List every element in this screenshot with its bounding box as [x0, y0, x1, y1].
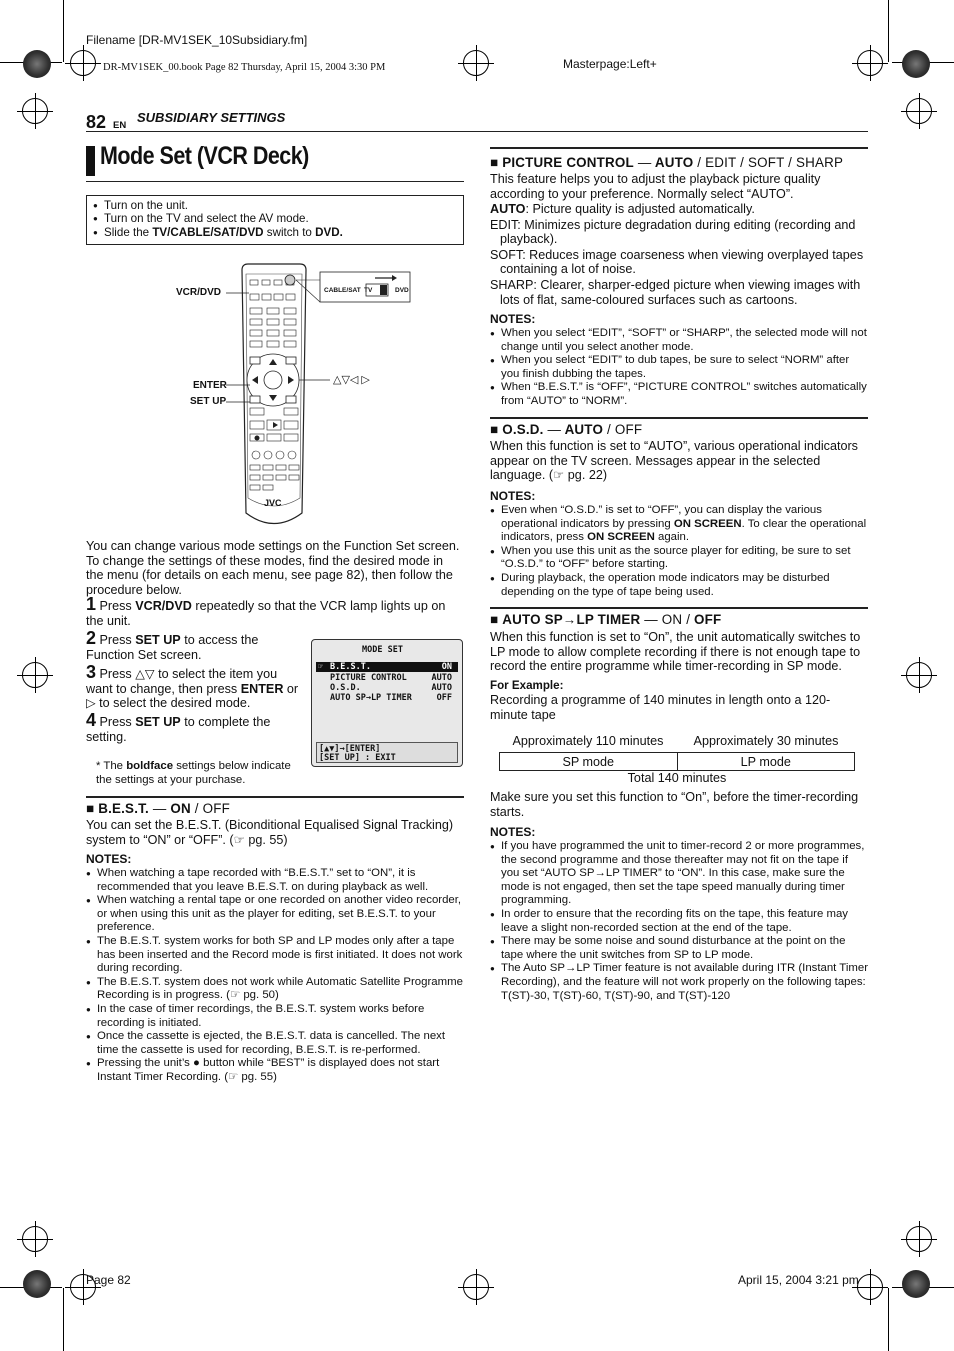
example-title: For Example:: [490, 679, 564, 692]
registration-target: [70, 50, 96, 76]
option-label: EDIT: [490, 217, 518, 232]
screen-row-item: B.E.S.T.: [330, 662, 371, 672]
auto-sp-lp-description: When this function is set to “On”, the unit automatically switches to LP mode to allow complete recording if there is not enough tape to record the entire programme while timer-recording in SP mode.: [490, 630, 861, 674]
option-soft: [490, 248, 868, 277]
option-desc: : Clearer, sharper-edged picture when viewing images with lots of flat, same-coloured surfaces such as cartoons.: [500, 277, 861, 307]
note-item: ● When you select “EDIT”, “SOFT” or “SHARP”, the selected mode will not change until you select another mode.: [490, 327, 868, 354]
step-2: [86, 628, 296, 662]
masterpage-label: Masterpage:Left+: [563, 57, 657, 71]
screen-footer-line: [▲▼]→[ENTER]: [319, 744, 381, 754]
screen-row-item: O.S.D.: [330, 683, 361, 693]
note-item: ● Pressing the unit’s ● button while “BEST” is displayed does not start Instant Timer Recording. (☞ pg. 55): [86, 1057, 464, 1084]
after-example-text: Make sure you set this function to “On”, before the timer-recording starts.: [490, 790, 859, 819]
registration-ball: [902, 1270, 930, 1298]
prep-box: [86, 195, 464, 245]
header-rule: [86, 131, 868, 132]
option-auto: [490, 202, 868, 217]
osd-notes-title: NOTES:: [490, 489, 536, 503]
picture-control-default-option: AUTO: [654, 155, 694, 170]
registration-target: [906, 98, 932, 124]
example-col-label: Approximately 110 minutes: [512, 734, 664, 748]
option-desc: : Reduces image coarseness when viewing overplayed tapes containing a lot of noise.: [500, 247, 864, 277]
registration-target: [22, 98, 48, 124]
example-col-label: Approximately 30 minutes: [693, 734, 839, 748]
crop-mark: [888, 1288, 889, 1351]
section-rule: [490, 417, 868, 419]
option-label: AUTO: [490, 202, 526, 216]
osd-other-option: / OFF: [606, 422, 643, 437]
auto-sp-lp-default-option: OFF: [694, 612, 722, 627]
screen-footer: [316, 742, 458, 763]
picture-control-description: This feature helps you to adjust the playback picture quality according to your preference. Normally select “AUTO”.: [490, 172, 821, 201]
screen-row-value: AUTO: [431, 683, 452, 693]
best-notes-list: [86, 867, 464, 1085]
option-desc: : Minimizes picture degradation during editing (recording and playback).: [500, 217, 856, 247]
option-label: SHARP: [490, 277, 534, 292]
step-1: [86, 594, 464, 628]
osd-notes-list: [490, 504, 868, 599]
filename-label: Filename [DR-MV1SEK_10Subsidiary.fm]: [86, 33, 308, 47]
screen-row-value: OFF: [436, 693, 452, 703]
registration-target: [463, 1274, 489, 1300]
note-item: ● If you have programmed the unit to timer-record 2 or more programmes, the second programme and those thereafter may not fit on the tape if you set “AUTO SP→LP TIMER” to “ON”. In this case, make sure the mode is not engaged, then set the tape speed manually during timer programming.: [490, 840, 868, 908]
crop-mark: [888, 0, 889, 62]
picture-control-heading: [490, 155, 843, 170]
book-info: DR-MV1SEK_00.book Page 82 Thursday, April 15, 2004 3:30 PM: [103, 62, 386, 73]
mode-set-screen: [311, 639, 463, 767]
note-item: ● Once the cassette is ejected, the B.E.S.T. data is cancelled. The next time the cassette is used for recording, B.E.S.T. is re-performed.: [86, 1030, 464, 1057]
page-lang: EN: [113, 120, 127, 131]
auto-sp-lp-notes-title: NOTES:: [490, 825, 536, 839]
prep-item: ● Turn on the unit.: [93, 199, 457, 212]
registration-ball: [902, 50, 930, 78]
picture-control-heading-name: PICTURE CONTROL: [502, 155, 634, 170]
option-sharp: [490, 278, 868, 307]
registration-target: [906, 662, 932, 688]
note-item: ● When watching a tape recorded with “B.E.S.T.” set to “ON”, it is recommended that you leave B.E.S.T. on during playback as well.: [86, 867, 464, 894]
footer-page: Page 82: [86, 1273, 131, 1287]
registration-target: [906, 1226, 932, 1252]
step-text: Press VCR/DVD repeatedly so that the VCR lamp lights up on the unit.: [86, 599, 446, 628]
picture-control-options: [490, 202, 868, 307]
picture-control-notes-title: NOTES:: [490, 312, 536, 326]
note-item: ● In the case of timer recordings, the B.E.S.T. system works before recording is initiated.: [86, 1003, 464, 1030]
step-number: 2: [86, 628, 97, 648]
registration-target: [463, 50, 489, 76]
switch-label-cable-sat: CABLE/SAT: [324, 287, 361, 294]
auto-sp-lp-other-option: ON /: [661, 612, 691, 627]
square-bullet-icon: ■: [86, 801, 95, 816]
heading-dash: —: [644, 612, 658, 627]
switch-label-dvd: DVD: [395, 287, 409, 294]
best-heading: [86, 801, 230, 816]
boldface-note: * The boldface settings below indicate the settings at your purchase.: [96, 760, 291, 786]
registration-target: [22, 662, 48, 688]
note-item: ● There may be some noise and sound disturbance at the point on the tape where the unit switches from SP to LP mode.: [490, 935, 868, 962]
title-bar: [86, 146, 95, 176]
registration-target: [857, 1274, 883, 1300]
lp-mode-cell: LP mode: [677, 753, 855, 771]
registration-target: [857, 50, 883, 76]
step-text: Press SET UP to complete the setting.: [86, 715, 271, 744]
screen-row-item: AUTO SP→LP TIMER: [330, 693, 412, 703]
screen-row-value: AUTO: [431, 673, 452, 683]
registration-target: [22, 1226, 48, 1252]
page-title: Mode Set (VCR Deck): [100, 142, 309, 170]
step-number: 3: [86, 662, 97, 682]
remote-label-setup: SET UP: [190, 396, 227, 407]
note-item: ● When watching a rental tape or one recorded on another video recorder, or when using this unit as the player for editing, set B.E.S.T. to your preference.: [86, 894, 464, 935]
picture-control-notes-list: [490, 327, 868, 409]
osd-heading-name: O.S.D.: [502, 422, 544, 437]
step-number: 4: [86, 710, 97, 730]
registration-ball: [23, 50, 51, 78]
note-item: ● During playback, the operation mode indicators may be disturbed depending on the type of tape being used.: [490, 572, 868, 599]
section-rule: [490, 147, 868, 149]
note-item: ● The Auto SP→LP Timer feature is not available during ITR (Instant Timer Recording), and the feature will not work properly on the following tapes: T(ST)-30, T(ST)-60, T(ST)-90, and T(ST)-120: [490, 962, 868, 1003]
osd-heading: [490, 422, 642, 437]
best-default-option: ON: [170, 801, 191, 816]
step-text: Press △▽ to select the item you want to change, then press ENTER or ▷ to select the desired mode.: [86, 667, 299, 711]
osd-default-option: AUTO: [564, 422, 604, 437]
step-3: [86, 662, 306, 711]
example-total: Total 140 minutes: [627, 771, 727, 785]
section-rule: [490, 607, 868, 609]
sp-mode-cell: SP mode: [500, 753, 678, 771]
footer-date: April 15, 2004 3:21 pm: [738, 1273, 859, 1287]
note-item: ● In order to ensure that the recording fits on the tape, this feature may leave a slight non-recorded section at the end of the tape.: [490, 908, 868, 935]
option-edit: [490, 218, 868, 247]
picture-control-other-options: / EDIT / SOFT / SHARP: [697, 155, 844, 170]
note-item: ● When “B.E.S.T.” is “OFF”, “PICTURE CONTROL” switches automatically from “AUTO” to “NORM”.: [490, 381, 868, 408]
remote-label-arrows: △▽◁ ▷: [333, 374, 370, 386]
screen-title: MODE SET: [362, 645, 403, 655]
page-number: 82: [86, 112, 107, 132]
section-title: SUBSIDIARY SETTINGS: [137, 110, 286, 125]
note-item: ● The B.E.S.T. system does not work while Automatic Satellite Programme Recording is in progress. (☞ pg. 50): [86, 976, 464, 1003]
best-description: You can set the B.E.S.T. (Biconditional Equalised Signal Tracking) system to “ON” or “OFF”. (☞ pg. 55): [86, 818, 454, 847]
intro-text: You can change various mode settings on the Function Set screen. To change the settings of these modes, find the desired mode in the menu (for details on each menu, see page 82), then follow the procedure below.: [86, 539, 460, 597]
switch-label-tv: TV: [364, 287, 373, 294]
step-text: Press SET UP to access the Function Set screen.: [86, 633, 259, 662]
square-bullet-icon: ■: [490, 422, 499, 437]
heading-dash: —: [152, 801, 167, 816]
remote-label-vcr-dvd: VCR/DVD: [176, 287, 222, 298]
square-bullet-icon: ■: [490, 155, 499, 170]
screen-row-item: PICTURE CONTROL: [330, 673, 407, 683]
crop-mark: [63, 1288, 64, 1351]
auto-sp-lp-notes-list: [490, 840, 868, 1003]
title-rule: [86, 181, 464, 182]
prep-item: ● Turn on the TV and select the AV mode.: [93, 212, 457, 225]
screen-row-value: ON: [441, 662, 452, 672]
note-item: ● The B.E.S.T. system works for both SP and LP modes only after a tape has been inserted and the Record mode is first initiated. It does not work during recording.: [86, 935, 464, 976]
example-text: Recording a programme of 140 minutes in length onto a 120-minute tape: [490, 693, 831, 722]
section-rule: [86, 796, 464, 798]
auto-sp-lp-heading-name: AUTO SP→LP TIMER: [502, 612, 641, 627]
auto-sp-lp-heading: [490, 612, 721, 627]
heading-dash: —: [637, 155, 652, 170]
note-item: ● When you select “EDIT” to dub tapes, be sure to select “NORM” after you finish dubbing the tapes.: [490, 354, 868, 381]
registration-ball: [23, 1270, 51, 1298]
best-notes-title: NOTES:: [86, 852, 132, 866]
option-label: SOFT: [490, 247, 523, 262]
prep-item: ● Slide the TV/CABLE/SAT/DVD switch to DVD.: [93, 226, 457, 239]
step-number: 1: [86, 594, 97, 614]
note-item: ● Even when “O.S.D.” is set to “OFF”, you can display the various operational indicators by pressing ON SCREEN. To clear the operational indicators, press ON SCREEN again.: [490, 504, 868, 545]
note-item: ● When you use this unit as the source player for editing, be sure to set “O.S.D.” to “OFF” before starting.: [490, 545, 868, 572]
remote-label-enter: ENTER: [193, 380, 227, 391]
best-heading-name: B.E.S.T.: [98, 801, 149, 816]
crop-mark: [63, 0, 64, 62]
screen-pointer-icon: ☞: [318, 662, 324, 672]
heading-dash: —: [547, 422, 562, 437]
step-4: [86, 710, 296, 744]
example-table: [499, 752, 855, 771]
best-other-option: / OFF: [194, 801, 231, 816]
osd-description: When this function is set to “AUTO”, various operational indicators appear on the TV screen. Messages appear in the selected language. (☞ pg. 22): [490, 439, 858, 483]
square-bullet-icon: ■: [490, 612, 499, 627]
screen-footer-line: [SET UP] : EXIT: [319, 753, 396, 763]
option-desc: : Picture quality is adjusted automatically.: [525, 202, 755, 216]
remote-brand-logo: JVC: [264, 498, 282, 508]
